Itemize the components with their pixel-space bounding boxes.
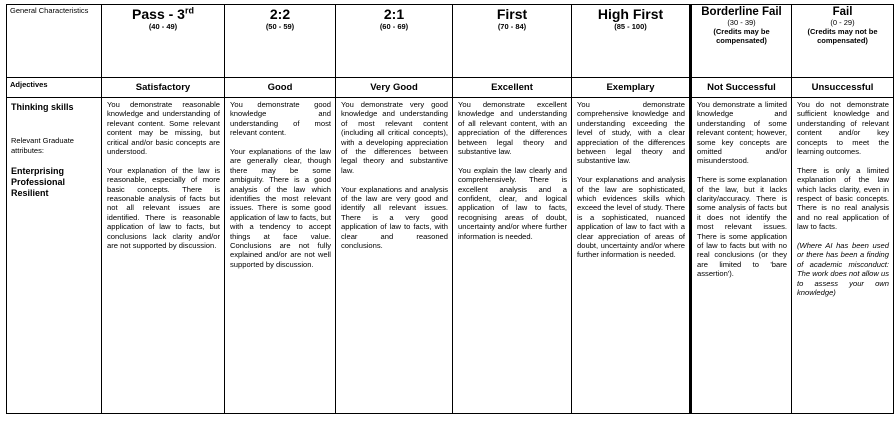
grade-name: Borderline Fail — [701, 6, 782, 18]
adjective-cell: Satisfactory — [102, 78, 225, 98]
grade-name: High First — [597, 6, 664, 22]
grade-compensation-note: (Credits may be compensated) — [713, 27, 770, 45]
marking-rubric-table — [6, 4, 894, 414]
adjectives-label: Adjectives — [7, 78, 102, 98]
adjectives-row — [7, 78, 894, 98]
ai-misconduct-note: (Where AI has been used or there has been a finding of academic misconduct: The work does not allow us to assess your own knowledge) — [797, 241, 890, 298]
grade-name: 2:2 — [269, 6, 291, 22]
grade-header-high-first — [572, 5, 691, 78]
descriptor-first — [453, 98, 572, 414]
grade-range: (50 - 59) — [265, 22, 295, 31]
descriptor-paragraph: There is only a limited explanation of the law which lacks clarity, even in respect of basic concepts. There is no real analysis and no real application of law to facts. — [797, 165, 889, 232]
adjective-cell: Excellent — [453, 78, 572, 98]
attribute-resilient: Resilient — [11, 188, 49, 198]
grade-range: (60 - 69) — [379, 22, 409, 31]
general-characteristics-label — [7, 5, 102, 78]
descriptor-paragraph: You demonstrate comprehensive knowledge and understanding exceeding the level of study, with a clear appreciation of the differences between legal theory and substantive law. — [577, 100, 685, 166]
grade-header-first — [453, 5, 572, 78]
descriptor-paragraph: You demonstrate good knowledge and understanding of most relevant content. — [230, 100, 331, 138]
adjective-cell: Exemplary — [572, 78, 691, 98]
grade-name: Fail — [832, 6, 853, 18]
graduate-attributes-list — [11, 166, 98, 199]
adjective-cell: Very Good — [336, 78, 453, 98]
grade-name: 2:1 — [383, 6, 405, 22]
graduate-attributes-label: Relevant Graduate attributes: — [11, 136, 74, 155]
grade-header-2-2 — [225, 5, 336, 78]
descriptor-borderline-fail — [691, 98, 792, 414]
grade-name-text: Pass - 3 — [132, 6, 185, 22]
adjective-cell: Unsuccessful — [792, 78, 894, 98]
descriptor-paragraph: You demonstrate a limited knowledge and understanding of some relevant content; however, some key concepts are omitted and/or misunderstood. — [697, 100, 787, 166]
descriptor-paragraph: Your explanation of the law is reasonable, especially of more basic concepts. There is reasonable analysis of facts but not all relevant issues are identified. There is reasonable application of law to facts, but conclusions lack clarity and/or are not supported by discussion. — [107, 165, 220, 251]
descriptor-paragraph: Your explanations and analysis of the law are sophisticated, which evidences skills which exceed the level of study. There is a sophisticated, nuanced application of law to fact with a clear appreciation of areas of doubt, uncertainty and/or where further information is needed. — [577, 175, 685, 260]
grade-name — [102, 6, 224, 22]
grade-range: (85 - 100) — [614, 22, 647, 31]
descriptor-paragraph: You demonstrate reasonable knowledge and understanding of relevant content. Some relevant content may be missing, but critical and/or basic concepts are understood. — [107, 100, 220, 157]
attribute-enterprising: Enterprising — [11, 166, 65, 176]
criterion-cell — [7, 98, 102, 414]
grade-header-pass — [102, 5, 225, 78]
descriptor-paragraph: You do not demonstrate sufficient knowledge and understanding of relevant content and/or key concepts to meet the learning outcomes. — [797, 100, 889, 157]
descriptor-paragraph: You demonstrate very good knowledge and understanding of most relevant content (including all critical concepts), with a developing appreciation of the differences between legal theory and substantive law. — [341, 100, 448, 175]
descriptor-high-first — [572, 98, 691, 414]
grade-range: (0 - 29) — [830, 18, 855, 27]
grade-range: (70 - 84) — [497, 22, 527, 31]
descriptor-paragraph: You demonstrate excellent knowledge and understanding of all relevant content, with an appreciation of the differences between legal theory and substantive law. — [458, 100, 567, 157]
descriptor-paragraph: You explain the law clearly and comprehensively. There is excellent analysis and a confident, clear, and logical application of law to facts, recognising areas of doubt, uncertainty and/or where further information is needed. — [458, 165, 567, 241]
adjective-cell: Not Successful — [691, 78, 792, 98]
descriptor-paragraph: Your explanations and analysis of the law are very good and identify all relevant issues. There is a very good application of law to facts, with clear and reasoned conclusions. — [341, 184, 448, 251]
thinking-skills-row — [7, 98, 894, 414]
descriptor-paragraph: Your explanations of the law are generally clear, though there may be some ambiguity. There is a good analysis of the law which identifies the most relevant issues. There is some good application of law to facts, but with a tendency to accept things at face value. Conclusions are not fully explained and/or are not well supported by discussion. — [230, 147, 331, 269]
grade-compensation-note: (Credits may not be compensated) — [807, 27, 878, 45]
descriptor-pass — [102, 98, 225, 414]
descriptor-fail — [792, 98, 894, 414]
adjective-cell: Good — [225, 78, 336, 98]
general-characteristics-text: General Characteristics — [10, 6, 89, 15]
grade-header-fail — [792, 5, 894, 78]
grade-header-row — [7, 5, 894, 78]
attribute-professional: Professional — [11, 177, 66, 187]
grade-header-2-1 — [336, 5, 453, 78]
grade-range: (40 - 49) — [148, 22, 178, 31]
grade-header-borderline-fail — [691, 5, 792, 78]
grade-name-sup: rd — [184, 5, 194, 16]
grade-range: (30 - 39) — [727, 18, 756, 27]
descriptor-paragraph: There is some explanation of the law, but it lacks clarity/accuracy. There is some analysis of facts but it does not identify the most relevant issues. There is some application of law to facts but with no real conclusions (or they are limited to 'bare assertion'). — [697, 175, 787, 279]
descriptor-2-1 — [336, 98, 453, 414]
grade-name: First — [496, 6, 528, 22]
descriptor-2-2 — [225, 98, 336, 414]
criterion-title: Thinking skills — [11, 102, 74, 112]
